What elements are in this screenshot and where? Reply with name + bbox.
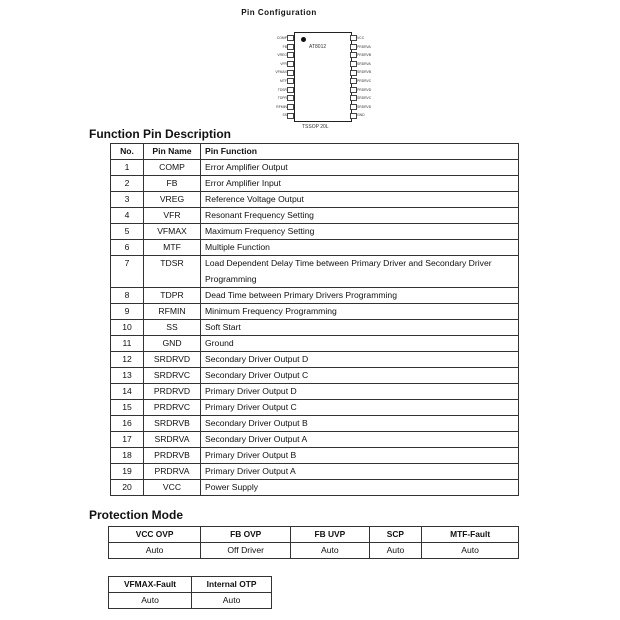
protection-header: VCC OVP [109,527,201,543]
pin-label: FB [282,44,287,49]
pin-label: VCC [357,36,365,40]
pin-function: Error Amplifier Input [201,176,519,192]
chip-pin-right [350,112,365,118]
table-row [111,288,519,304]
pin-function: Primary Driver Output D [201,384,519,400]
pin-lead [350,104,357,110]
pin-function: Dead Time between Primary Drivers Programming [201,288,519,304]
pin-label: SRDRVD [357,104,372,109]
pin-number: 9 [111,304,144,320]
pin-label: SRDRVB [357,70,372,75]
protection-header: Internal OTP [192,577,272,593]
table-row [111,352,519,368]
table-row [109,543,519,559]
protection-value: Auto [422,543,519,559]
pin-name: SRDRVA [144,432,201,448]
pin-name: VCC [144,480,201,496]
pin-number: 18 [111,448,144,464]
pin-lead [287,78,294,84]
pin-lead [287,44,294,50]
pin-function: Load Dependent Delay Time between Primary Driver and Secondary Driver Programming [201,256,519,288]
chip-pin-left [275,69,294,75]
table-row [111,176,519,192]
pin-function: Reference Voltage Output [201,192,519,208]
chip-pin-left [283,44,294,50]
pin-lead [287,35,294,41]
pin-name: TDPR [144,288,201,304]
pin-lead [287,52,294,58]
pin-lead [287,70,294,76]
col-pin-function: Pin Function [201,144,519,160]
pin-number: 20 [111,480,144,496]
table-row [111,480,519,496]
pin-name: MTF [144,240,201,256]
pin-number: 8 [111,288,144,304]
pin-name: SS [144,320,201,336]
pin-number: 16 [111,416,144,432]
protection-value: Auto [291,543,369,559]
pin-name: FB [144,176,201,192]
pin-label: COMP [276,36,287,40]
chip-pin-right [350,104,371,110]
protection-table-2 [108,576,272,609]
table-row [111,400,519,416]
pin-lead [350,35,357,41]
pin-lead [287,95,294,101]
pin-lead [287,61,294,67]
table-row [111,256,519,288]
chip-pin-right [350,87,371,93]
pin-lead [350,70,357,76]
table-row [111,384,519,400]
chip-name: AT8012 [309,44,327,50]
protection-value: Auto [369,543,422,559]
protection-header: SCP [369,527,422,543]
chip-pin-left [280,61,294,67]
table-header-row [109,577,272,593]
chip-diagram [275,30,372,134]
pin-label: GND [357,113,365,118]
function-pin-table [110,143,519,496]
table-row [111,240,519,256]
pin-number: 4 [111,208,144,224]
table-row [111,368,519,384]
pin-label: VFMAX [275,70,287,75]
pin-function: Primary Driver Output C [201,400,519,416]
table-row [111,160,519,176]
pin-function: Error Amplifier Output [201,160,519,176]
pin-function: Primary Driver Output A [201,464,519,480]
pin-function: Secondary Driver Output D [201,352,519,368]
chip-pin-right [350,35,364,41]
pin-lead [350,113,357,119]
pin-name: VFMAX [144,224,201,240]
table-row [111,304,519,320]
pin-number: 19 [111,464,144,480]
pin-lead [350,78,357,84]
pin-label: SRDRVC [357,96,372,101]
chip-pin-left [280,78,294,84]
table-row [109,593,272,609]
protection-header: FB UVP [291,527,369,543]
pin-function: Secondary Driver Output B [201,416,519,432]
protection-value: Off Driver [201,543,291,559]
pin-name: TDSR [144,256,201,288]
pin-number: 14 [111,384,144,400]
pin-number: 7 [111,256,144,288]
pin-name: SRDRVB [144,416,201,432]
pin-label: VREG [277,53,287,58]
pin-function: Soft Start [201,320,519,336]
package-label: TSSOP 20L [302,124,329,130]
pin-name: RFMIN [144,304,201,320]
pin-number: 1 [111,160,144,176]
pin-label: VFR [280,61,287,66]
pin-function: Secondary Driver Output C [201,368,519,384]
pin-number: 5 [111,224,144,240]
pin-name: PRDRVD [144,384,201,400]
pin-function: Primary Driver Output B [201,448,519,464]
pin-lead [350,52,357,58]
table-row [111,224,519,240]
protection-table-1 [108,526,519,559]
pin-name: PRDRVB [144,448,201,464]
protection-header: VFMAX-Fault [109,577,192,593]
pin-number: 12 [111,352,144,368]
pin-function: Secondary Driver Output A [201,432,519,448]
protection-value: Auto [109,593,192,609]
pin-label: MTF [280,79,287,83]
pin-lead [287,104,294,110]
table-row [111,336,519,352]
chip-body [294,32,352,122]
pin-function: Maximum Frequency Setting [201,224,519,240]
pin-function: Minimum Frequency Programming [201,304,519,320]
table-header-row [109,527,519,543]
chip-pin-right [350,69,371,75]
pin-name: VFR [144,208,201,224]
table-row [111,448,519,464]
table-row [111,416,519,432]
chip-pin-left [277,52,294,58]
pin-number: 10 [111,320,144,336]
pin-function: Resonant Frequency Setting [201,208,519,224]
protection-mode-title: Protection Mode [89,508,184,522]
pin-name: PRDRVC [144,400,201,416]
col-no: No. [111,144,144,160]
protection-header: FB OVP [201,527,291,543]
chip-pin-right [350,44,371,50]
pin-name: PRDRVA [144,464,201,480]
pin-label: PRDRVA [357,44,371,49]
protection-header: MTF-Fault [422,527,519,543]
pin-lead [350,87,357,93]
pin-function: Power Supply [201,480,519,496]
pin-lead [350,95,357,101]
table-row [111,432,519,448]
chip-pin-left [278,87,294,93]
pin-lead [350,44,357,50]
pin-lead [350,61,357,67]
pin-number: 3 [111,192,144,208]
pin-label: TDSR [277,87,287,92]
chip-pin-left [282,112,294,118]
pin1-marker [301,37,306,42]
pin-number: 6 [111,240,144,256]
pin-label: TDPR [277,96,287,101]
pin-label: PRDRVD [357,87,372,92]
pin-label: RFMIN [276,104,287,109]
function-pin-title: Function Pin Description [89,127,232,141]
protection-value: Auto [192,593,272,609]
chip-pin-right [350,61,371,67]
chip-pin-right [350,78,371,84]
pin-name: VREG [144,192,201,208]
function-pin-rows [111,160,519,496]
pin-name: COMP [144,160,201,176]
pin-number: 17 [111,432,144,448]
pin-function: Multiple Function [201,240,519,256]
pin-label: PRDRVC [357,79,372,83]
chip-pin-right [350,52,371,58]
pin-configuration-title: Pin Configuration [241,8,317,17]
chip-pin-left [278,95,294,101]
pin-number: 2 [111,176,144,192]
pin-label: SRDRVA [357,61,371,66]
pin-name: GND [144,336,201,352]
chip-pin-left [276,104,294,110]
pin-label: PRDRVB [357,53,372,58]
table-row [111,208,519,224]
pin-function: Ground [201,336,519,352]
chip-pin-left [277,35,294,41]
pin-number: 13 [111,368,144,384]
pin-number: 15 [111,400,144,416]
pin-label: SS [282,113,287,118]
pin-name: SRDRVD [144,352,201,368]
pin-lead [287,87,294,93]
chip-pin-right [350,95,371,101]
table-row [111,192,519,208]
pin-number: 11 [111,336,144,352]
table-row [111,464,519,480]
table-header-row [111,144,519,160]
protection-value: Auto [109,543,201,559]
col-pin-name: Pin Name [144,144,201,160]
table-row [111,320,519,336]
pin-name: SRDRVC [144,368,201,384]
pin-lead [287,113,294,119]
